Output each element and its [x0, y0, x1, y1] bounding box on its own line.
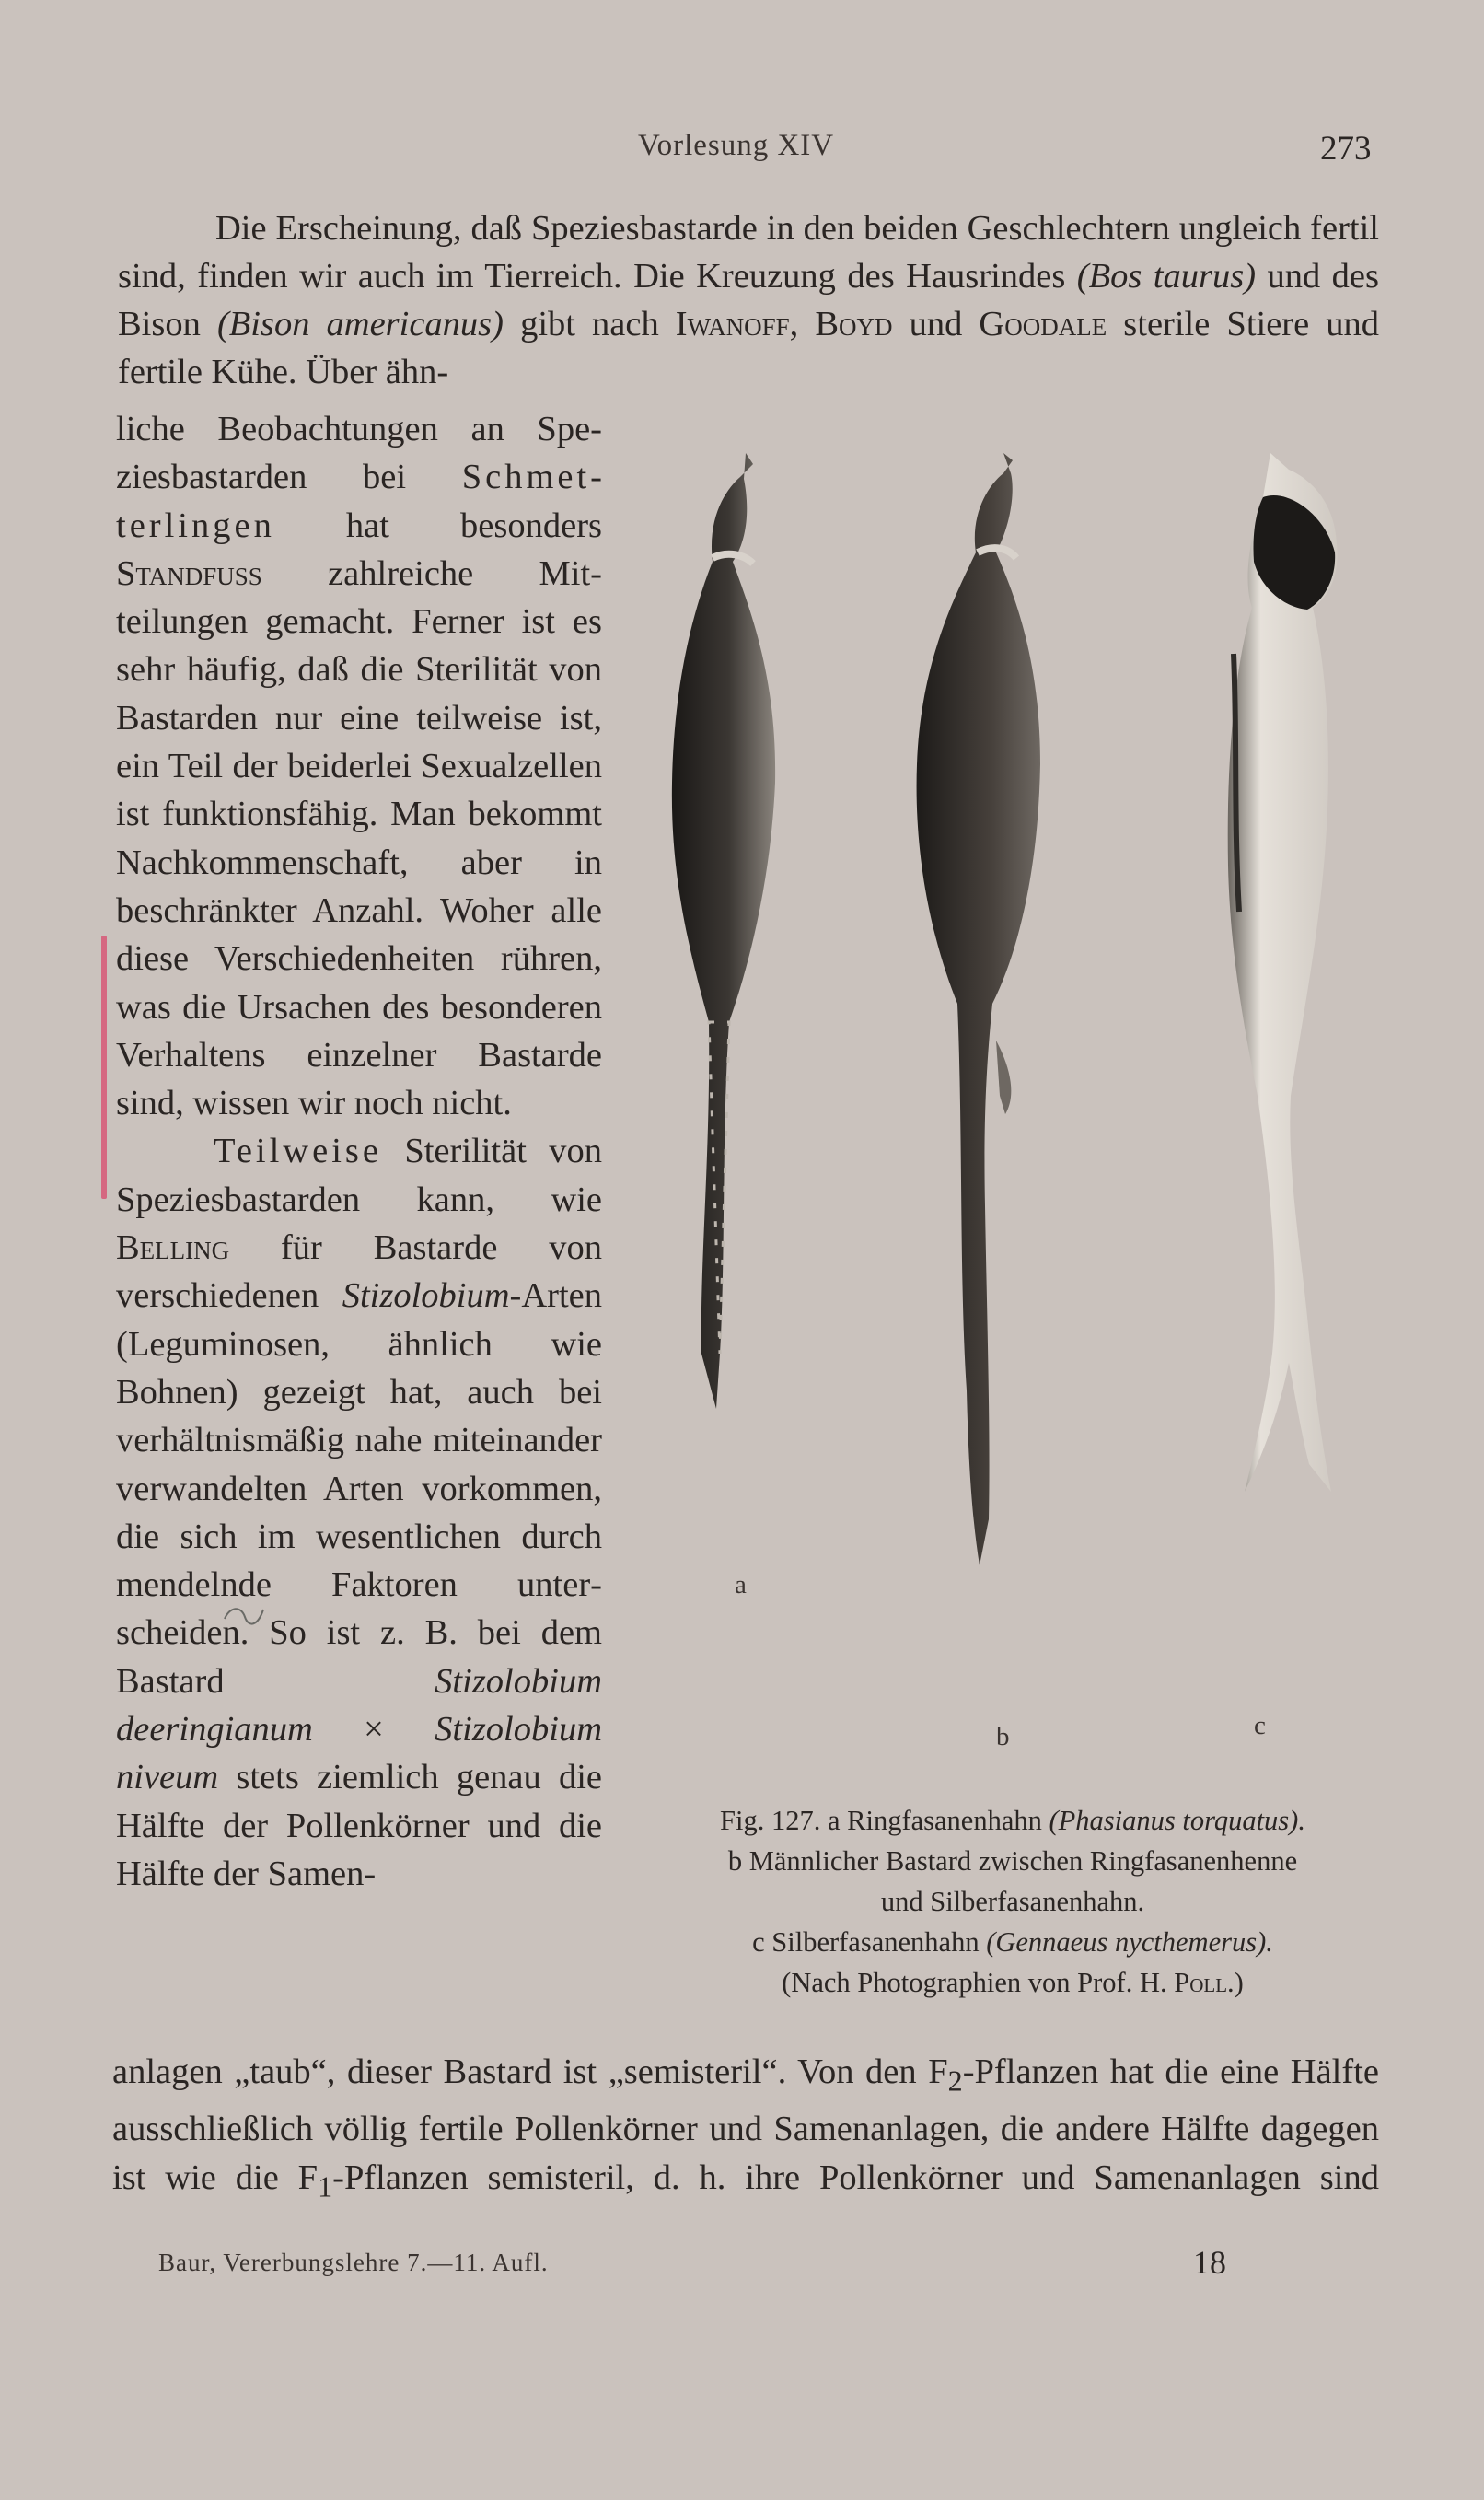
intro-text-b: und des Bison — [118, 257, 1379, 343]
col-text-1: liche Beobachtungen an Speziesbastarden bei — [116, 410, 602, 497]
col-text-6: -Arten (Leguminosen, ähnlich wie Bohnen) gezeigt hat, auch bei verhältnismäßig nahe miteinander verwandelten Arten vorkommen, die sich im wesentlichen durch mendelnde Faktoren unterscheiden. So ist z. B. bei dem Bastard — [116, 1276, 602, 1701]
author-iwanoff: Iwanoff — [675, 305, 790, 343]
caption-species-phasianus: (Phasianus torquatus). — [1049, 1805, 1305, 1836]
col-text-4: Sterilität von Speziesbastarden kann, wie — [116, 1132, 602, 1219]
bottom-text-c: -Pflanzen semisteril, d. h. ihre Pollenkörner und Samenanlagen sind — [332, 2157, 1379, 2197]
paragraph-intro — [118, 204, 1379, 396]
subscript-1: 1 — [318, 2169, 333, 2203]
caption-line-2: b Männlicher Bastard zwischen Ringfasanenhenne — [727, 1845, 1298, 1877]
figure-caption — [635, 1800, 1390, 2003]
figure-label-c: c — [1254, 1711, 1266, 1740]
caption-line-4: c Silberfasanenhahn — [752, 1926, 987, 1958]
running-title: Vorlesung XIV — [638, 129, 835, 162]
pheasant-figure — [644, 433, 1399, 1796]
caption-line-5-end: .) — [1227, 1967, 1244, 1998]
bottom-text-b: -Pflanzen hat die eine Hälfte ausschließlich völlig fertile Pollenkörner und Samenanlagen, die andere Hälfte dagegen ist wie die F — [112, 2052, 1379, 2197]
caption-species-gennaeus: (Gennaeus nycthemerus). — [986, 1926, 1273, 1958]
figure-label-b: b — [996, 1722, 1010, 1751]
cross-symbol: × — [312, 1710, 435, 1750]
author-belling: Belling — [116, 1228, 230, 1268]
caption-line-3: und Silberfasanenhahn. — [880, 1886, 1145, 1917]
species-niveum: Stizolobium niveum — [116, 1710, 602, 1797]
footer-book-reference: Baur, Vererbungslehre 7.—11. Aufl. — [158, 2249, 549, 2276]
pheasant-a — [672, 453, 775, 1409]
intro-text-c: gibt nach — [504, 305, 676, 343]
spaced-word-schmetterlingen: Schmetterlingen — [116, 458, 602, 545]
caption-line-5: (Nach Photographien von Prof. H. — [782, 1967, 1175, 1998]
col-text-3: zahlreiche Mitteilungen gemacht. Ferner ist es sehr häufig, daß die Sterilität von Bastarden nur eine teilweise ist, ein Teil der beiderlei Sexualzellen ist funktionsfähig. Man bekommt Nachkommenschaft, aber in beschränkter Anzahl. Woher alle diese Verschiedenheiten rühren, was die Ursachen des besonderen Verhaltens einzelner Bastarde sind, wissen wir noch nicht. — [116, 553, 602, 1123]
author-boyd: Boyd — [815, 305, 893, 343]
pheasant-photographs — [644, 433, 1399, 1796]
intro-sep-2: und — [892, 305, 980, 343]
col-text-2: hat besonders — [274, 506, 602, 545]
intro-sep-1: , — [789, 305, 816, 343]
species-bison: (Bison americanus) — [216, 305, 504, 343]
col-text-5: für Bastarde von verschiedenen — [116, 1228, 602, 1316]
author-goodale: Goodale — [979, 305, 1107, 343]
pencil-annotation — [221, 1602, 267, 1634]
intro-text-d: sterile Stiere und fertile Kühe. Über ähn- — [118, 305, 1380, 391]
species-bos-taurus: (Bos taurus) — [1076, 257, 1257, 296]
species-deeringianum: Stizolobium deeringianum — [116, 1661, 602, 1750]
spaced-word-teilweise: Teilweise — [214, 1132, 382, 1171]
highlighter-mark — [101, 936, 107, 1199]
bottom-text-a: anlagen „taub“, dieser Bastard ist „semisteril“. Von den F — [112, 2052, 948, 2091]
left-column-text — [116, 405, 602, 1898]
genus-stizolobium: Stizolobium — [342, 1276, 510, 1316]
author-standfuss: Standfuss — [116, 553, 262, 593]
col-text-7: stets ziemlich genau die Hälfte der Pollenkörner und die Hälfte der Samen- — [116, 1758, 602, 1893]
caption-author-poll: Poll — [1174, 1967, 1228, 1998]
caption-line-1: Fig. 127. a Ringfasanenhahn — [720, 1805, 1049, 1836]
signature-mark: 18 — [1193, 2244, 1226, 2281]
pheasant-b — [917, 453, 1040, 1565]
paragraph-continuation — [112, 2048, 1379, 2211]
figure-label-a: a — [735, 1570, 747, 1599]
subscript-2: 2 — [947, 2064, 963, 2098]
pheasant-c — [1228, 453, 1338, 1492]
page-number: 273 — [1320, 130, 1372, 168]
intro-text-a: Die Erscheinung, daß Speziesbastarde in den beiden Geschlechtern ungleich fertil sind, finden wir auch im Tierreich. Die Kreuzung des Hausrindes — [118, 209, 1379, 296]
